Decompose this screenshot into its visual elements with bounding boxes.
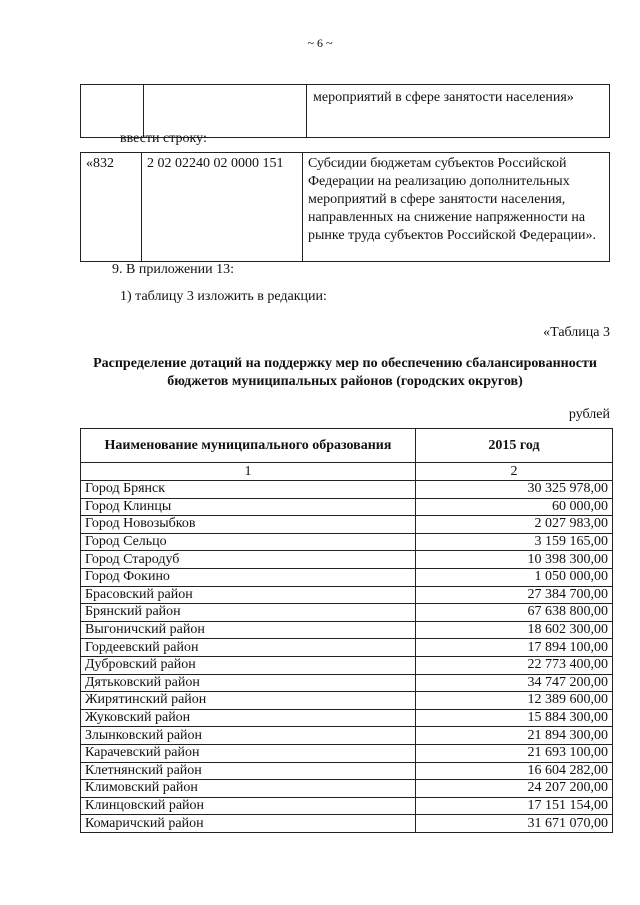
table-row	[81, 692, 613, 710]
amount-2015: 67 638 800,00	[416, 604, 613, 622]
amount-2015: 17 894 100,00	[416, 639, 613, 657]
table-cell: мероприятий в сфере занятости населения»	[307, 85, 610, 138]
amount-2015: 1 050 000,00	[416, 568, 613, 586]
municipality-name: Дятьковский район	[81, 674, 416, 692]
amount-2015: 30 325 978,00	[416, 481, 613, 499]
table-row	[81, 498, 613, 516]
previous-table-fragment	[80, 84, 610, 138]
table-row	[81, 621, 613, 639]
municipality-name: Город Брянск	[81, 481, 416, 499]
table-row	[81, 727, 613, 745]
table-row	[81, 568, 613, 586]
municipality-name: Выгоничский район	[81, 621, 416, 639]
municipality-name: Город Новозыбков	[81, 516, 416, 534]
table-row	[81, 744, 613, 762]
description-cell: Субсидии бюджетам субъектов Российской Федерации на реализацию дополнительных мероприятий в сфере занятости населения, направленных на снижение напряженности на рынке труда субъектов Российской Федерации».	[303, 153, 610, 262]
amount-2015: 18 602 300,00	[416, 621, 613, 639]
municipality-name: Брянский район	[81, 604, 416, 622]
municipality-name: Клетнянский район	[81, 762, 416, 780]
budget-code-cell: 2 02 02240 02 0000 151	[142, 153, 303, 262]
table-cell	[81, 85, 144, 138]
amount-2015: 34 747 200,00	[416, 674, 613, 692]
municipality-name: Злынковский район	[81, 727, 416, 745]
municipality-name: Комаричский район	[81, 815, 416, 833]
table-header-row	[81, 429, 613, 463]
page-number: ~ 6 ~	[307, 36, 333, 50]
municipality-name: Жирятинский район	[81, 692, 416, 710]
table-row	[81, 533, 613, 551]
amount-2015: 24 207 200,00	[416, 780, 613, 798]
table-row	[81, 656, 613, 674]
amount-2015: 60 000,00	[416, 498, 613, 516]
distribution-table	[80, 428, 613, 833]
table-row	[81, 780, 613, 798]
table-row	[81, 516, 613, 534]
table-row	[81, 815, 613, 833]
admin-code-cell: «832	[81, 153, 142, 262]
column-number: 2	[416, 463, 613, 481]
table-row	[81, 85, 610, 138]
amount-2015: 17 151 154,00	[416, 797, 613, 815]
table-row	[81, 153, 610, 262]
table-row	[81, 551, 613, 569]
amount-2015: 31 671 070,00	[416, 815, 613, 833]
header-municipality: Наименование муниципального образования	[81, 429, 416, 463]
amount-2015: 12 389 600,00	[416, 692, 613, 710]
table-row	[81, 674, 613, 692]
amount-2015: 2 027 983,00	[416, 516, 613, 534]
municipality-name: Брасовский район	[81, 586, 416, 604]
units-label: рублей	[568, 407, 610, 422]
municipality-name: Город Клинцы	[81, 498, 416, 516]
table-row	[81, 586, 613, 604]
municipality-name: Дубровский район	[81, 656, 416, 674]
municipality-name: Город Стародуб	[81, 551, 416, 569]
amount-2015: 21 693 100,00	[416, 744, 613, 762]
amount-2015: 16 604 282,00	[416, 762, 613, 780]
column-number-row	[81, 463, 613, 481]
insert-row-label: ввести строку:	[120, 131, 207, 146]
amount-2015: 10 398 300,00	[416, 551, 613, 569]
municipality-name: Город Фокино	[81, 568, 416, 586]
municipality-name: Гордеевский район	[81, 639, 416, 657]
table-row	[81, 639, 613, 657]
amount-2015: 22 773 400,00	[416, 656, 613, 674]
table-row	[81, 709, 613, 727]
municipality-name: Климовский район	[81, 780, 416, 798]
inserted-code-table	[80, 152, 610, 262]
municipality-name: Клинцовский район	[81, 797, 416, 815]
table-cell	[144, 85, 307, 138]
amount-2015: 15 884 300,00	[416, 709, 613, 727]
amount-2015: 3 159 165,00	[416, 533, 613, 551]
table-row	[81, 797, 613, 815]
amount-2015: 21 894 300,00	[416, 727, 613, 745]
table-row	[81, 604, 613, 622]
paragraph-1: 1) таблицу 3 изложить в редакции:	[120, 289, 327, 304]
municipality-name: Карачевский район	[81, 744, 416, 762]
paragraph-9: 9. В приложении 13:	[112, 262, 235, 277]
municipality-name: Жуковский район	[81, 709, 416, 727]
header-year: 2015 год	[416, 429, 613, 463]
table-reference: «Таблица 3	[543, 325, 610, 340]
amount-2015: 27 384 700,00	[416, 586, 613, 604]
table-row	[81, 762, 613, 780]
municipality-name: Город Сельцо	[81, 533, 416, 551]
column-number: 1	[81, 463, 416, 481]
table-title: Распределение дотаций на поддержку мер по обеспечению сбалансированности бюджетов муниципальных районов (городских округов)	[93, 356, 597, 389]
table-row	[81, 481, 613, 499]
